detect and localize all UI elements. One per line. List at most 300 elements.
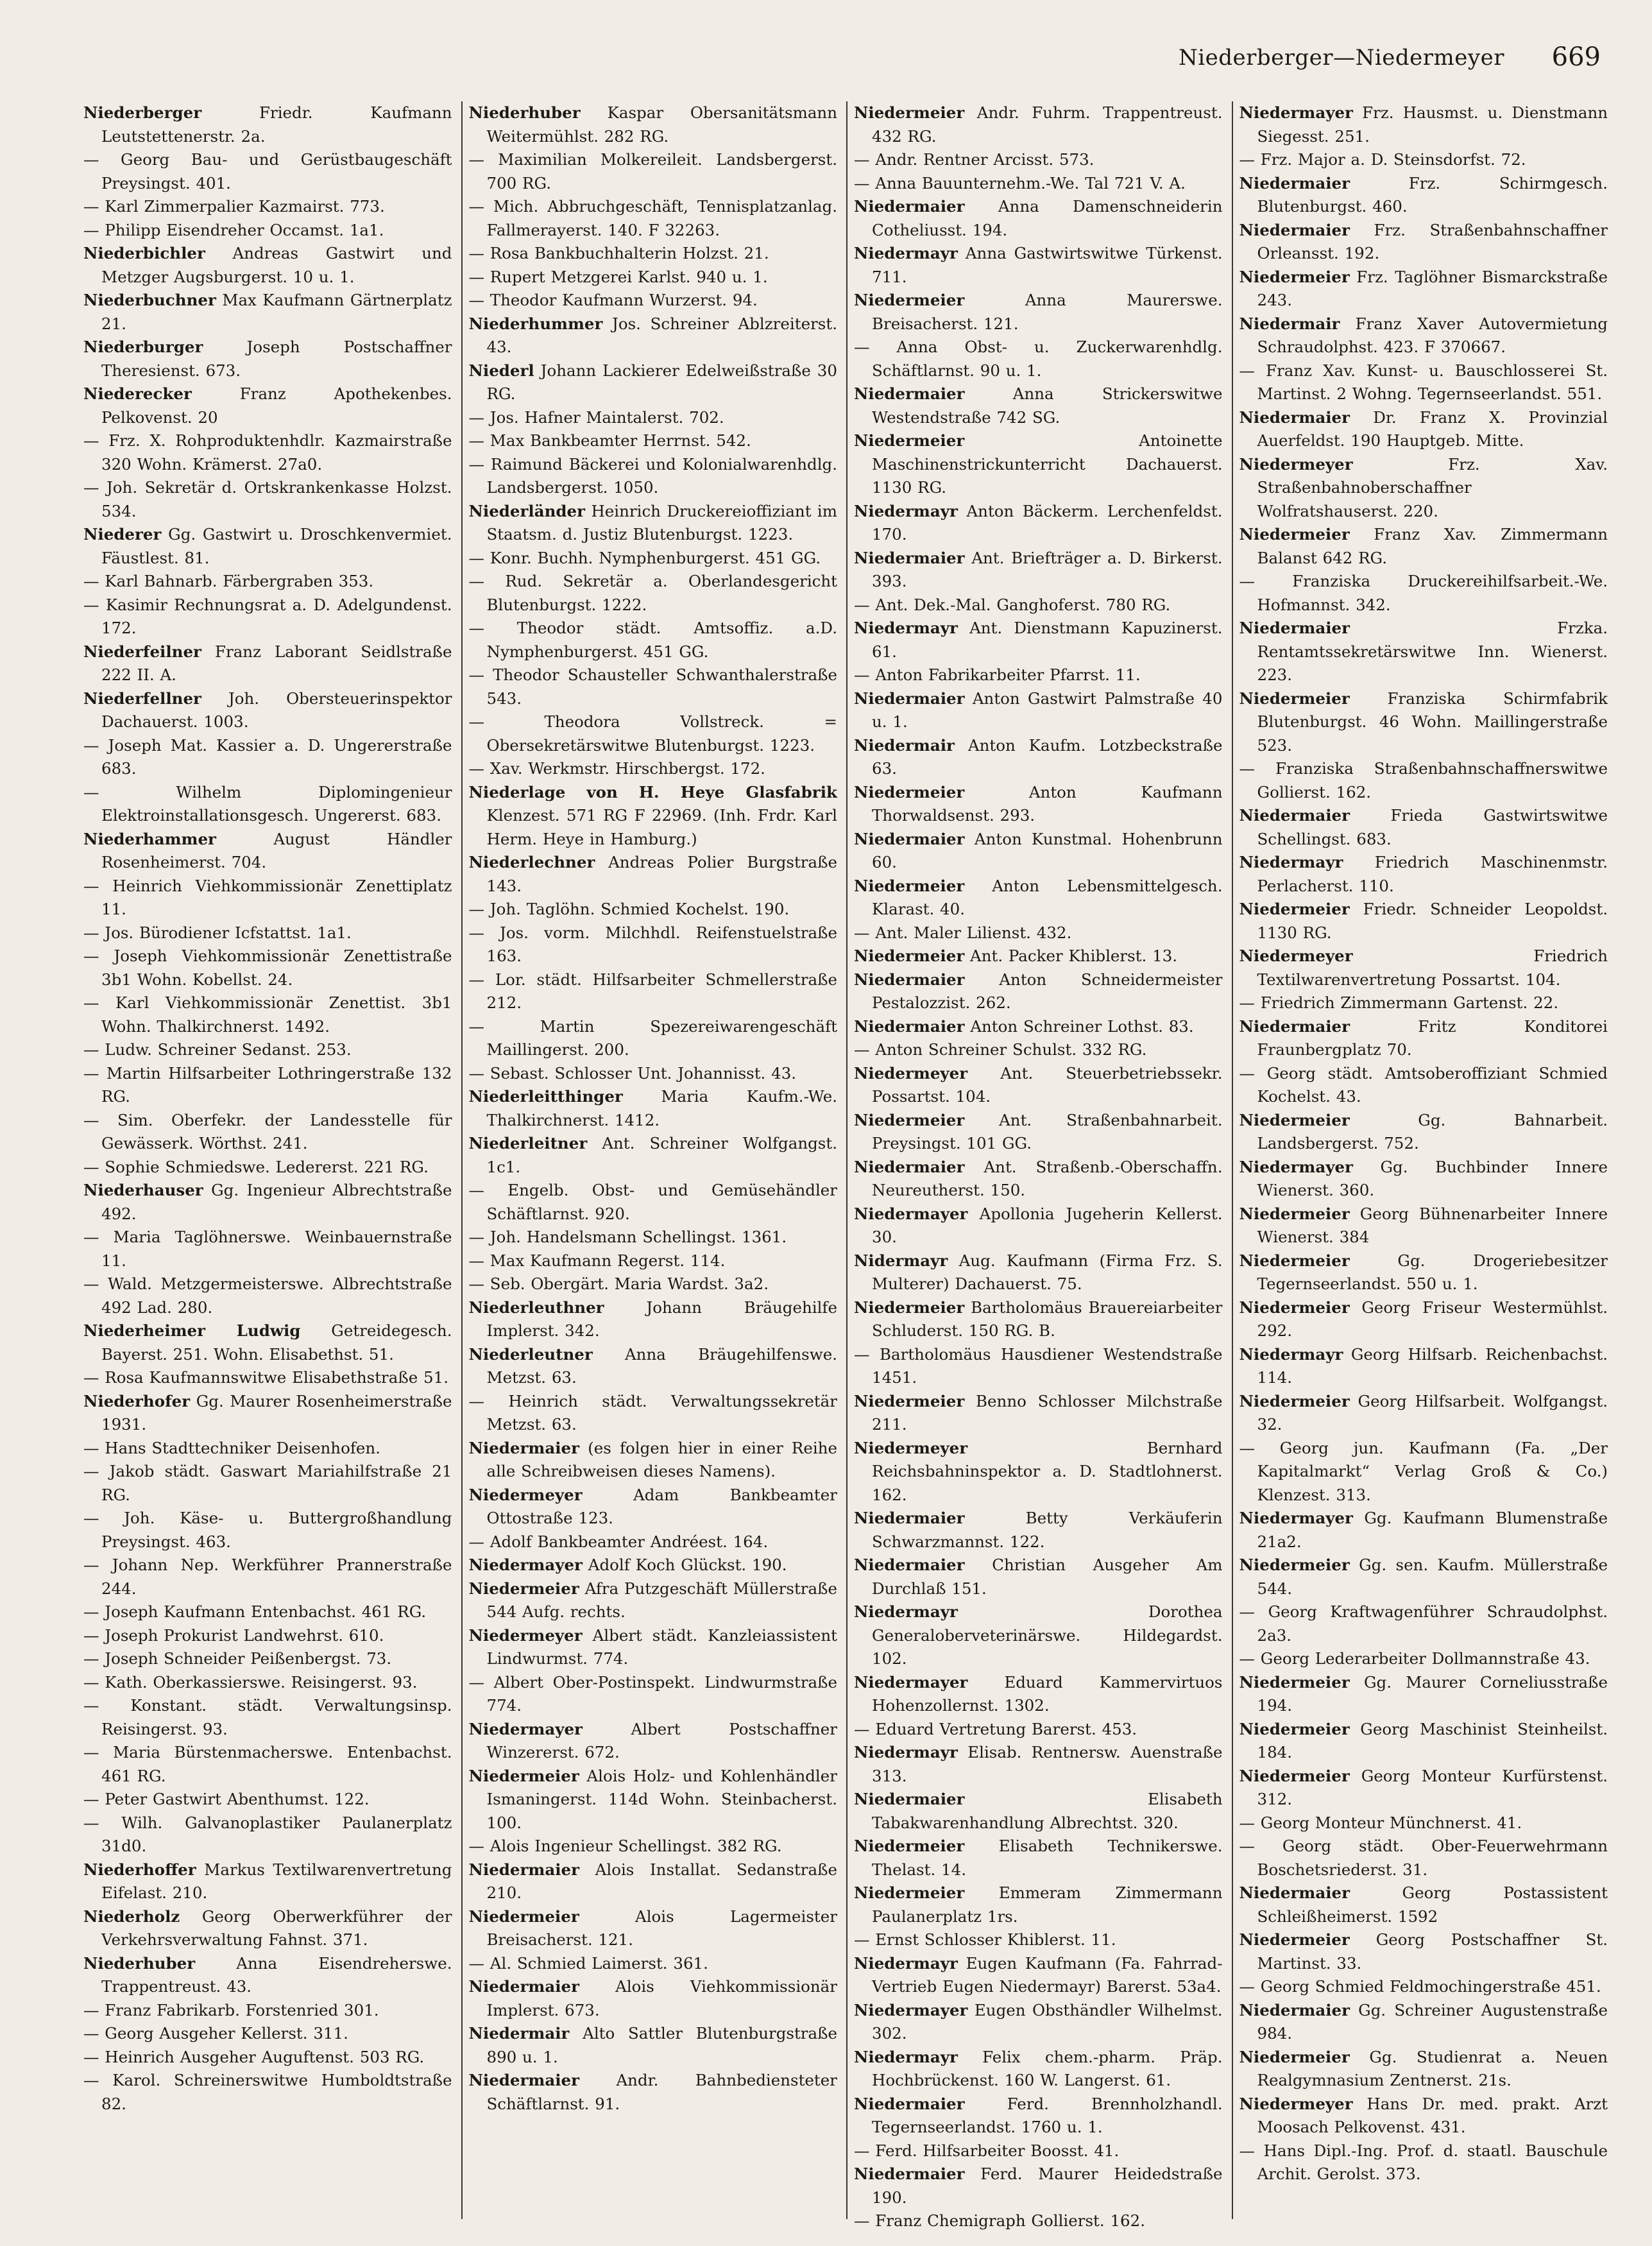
directory-entry	[854, 1507, 1223, 1554]
directory-entry	[83, 1999, 452, 2023]
directory-entry	[83, 289, 452, 336]
entry-surname: Niederleitner	[468, 1134, 588, 1153]
entry-surname: Niedermayer	[1239, 1157, 1353, 1176]
entry-surname: Niedermaier	[854, 2094, 965, 2113]
directory-entry	[854, 1718, 1223, 1742]
directory-entry	[854, 1249, 1223, 1296]
entry-text: — Franziska Druckereihilfsarbeit.-We. Hofmannst. 342.	[1239, 572, 1608, 614]
directory-entry	[469, 429, 838, 453]
entry-text: Felix chem.-pharm. Präp. Hochbrückenst. 160 W. Langerst. 61.	[872, 2047, 1223, 2089]
entry-text: Frz. Straßenbahnschaffner Orleansst. 192.	[1257, 220, 1608, 262]
directory-entry	[83, 2022, 452, 2046]
directory-entry	[1239, 898, 1608, 945]
entry-text: — Georg Ausgeher Kellerst. 311.	[83, 2024, 348, 2043]
directory-entry	[469, 1975, 838, 2022]
directory-entry	[83, 1694, 452, 1741]
directory-entry	[854, 172, 1223, 196]
directory-columns	[77, 101, 1617, 2230]
directory-entry	[83, 1062, 452, 1109]
entry-text: — Max Kaufmann Regerst. 114.	[468, 1251, 726, 1270]
entry-surname: Niedermaier	[854, 197, 965, 216]
directory-entry	[854, 101, 1223, 148]
entry-text: — Konr. Buchh. Nymphenburgerst. 451 GG.	[468, 548, 821, 567]
directory-entry	[469, 781, 838, 852]
directory-entry	[83, 1226, 452, 1273]
directory-entry	[1239, 406, 1608, 453]
directory-entry	[854, 617, 1223, 664]
entry-text: Christian Ausgeher Am Durchlaß 151.	[872, 1556, 1223, 1598]
entry-text: Gg. Maurer Corneliusstraße 194.	[1257, 1672, 1608, 1715]
directory-entry	[469, 101, 838, 148]
entry-surname: Niedermayer	[854, 1204, 968, 1223]
entry-surname: Niedermayr	[1239, 853, 1343, 871]
entry-text: Anna Maurerswe. Breisacherst. 121.	[872, 291, 1223, 333]
directory-entry	[1239, 1507, 1608, 1554]
entry-surname: Niedermaier	[1239, 220, 1350, 239]
directory-entry	[469, 1343, 838, 1390]
column-2	[461, 101, 847, 2219]
entry-text: Andreas Gastwirt und Metzger Augsburgerst. 10 u. 1.	[101, 244, 452, 286]
entry-surname: Niedermeier	[1239, 1766, 1350, 1785]
entry-text: — Konstant. städt. Verwaltungsinsp. Reisingerst. 93.	[83, 1696, 452, 1738]
entry-surname: Niederfellner	[83, 689, 201, 708]
directory-entry	[854, 875, 1223, 922]
entry-text: Frz. Schirmgesch. Blutenburgst. 460.	[1257, 173, 1608, 216]
entry-surname: Niedermayr	[854, 1602, 958, 1621]
entry-text: — Sebast. Schlosser Unt. Johannisst. 43.	[468, 1063, 797, 1083]
entry-text: — Ant. Dek.-Mal. Ganghoferst. 780 RG.	[854, 595, 1171, 614]
entry-text: — Jos. Bürodiener Icfstattst. 1a1.	[83, 923, 352, 942]
directory-entry	[1239, 1437, 1608, 1507]
directory-entry	[469, 547, 838, 570]
directory-entry	[854, 1928, 1223, 1952]
entry-surname: Niedermayer	[468, 1556, 583, 1574]
directory-entry	[1239, 266, 1608, 313]
directory-entry	[83, 1905, 452, 1952]
entry-text: Bernhard Reichsbahninspektor a. D. Stadtlohnerst. 162.	[872, 1438, 1223, 1504]
entry-surname: Niedermaier	[854, 384, 965, 403]
entry-surname: Niedermeier	[854, 1298, 965, 1317]
directory-entry	[854, 1952, 1223, 1999]
page-header	[96, 40, 1601, 78]
entry-surname: Niedermeyer	[468, 1625, 583, 1645]
directory-entry	[83, 1952, 452, 1999]
entry-text: Georg Oberwerkführer der Verkehrsverwaltung Fahnst. 371.	[101, 1907, 452, 1949]
directory-entry	[1239, 148, 1608, 172]
entry-surname: Niederholz	[83, 1907, 180, 1926]
entry-surname: Niederecker	[83, 384, 192, 403]
directory-entry	[83, 922, 452, 945]
directory-entry	[1239, 1203, 1608, 1249]
directory-entry	[83, 1109, 452, 1156]
directory-entry	[469, 968, 838, 1015]
directory-entry	[469, 1905, 838, 1952]
entry-text: Georg Postschaffner St. Martinst. 33.	[1257, 1930, 1608, 1973]
entry-text: — Eduard Vertretung Barerst. 453.	[854, 1719, 1137, 1738]
directory-entry	[469, 1062, 838, 1086]
entry-text: — Ernst Schlosser Khiblerst. 11.	[854, 1930, 1116, 1949]
directory-entry	[1239, 1015, 1608, 1062]
entry-text: — Peter Gastwirt Abenthumst. 122.	[83, 1790, 370, 1808]
entry-surname: Niedermeyer	[1239, 947, 1353, 965]
directory-entry	[854, 1156, 1223, 1203]
entry-text: Alois Holz- und Kohlenhändler Ismaningerst. 114d Wohn. Steinbacherst. 100.	[486, 1766, 837, 1832]
entry-text: Adam Bankbeamter Ottostraße 123.	[486, 1485, 837, 1527]
directory-entry	[1239, 1999, 1608, 2046]
entry-surname: Niedermeier	[854, 1883, 965, 1902]
entry-text: Frieda Gastwirtswitwe Schellingst. 683.	[1257, 806, 1608, 848]
entry-text: Friedrich Maschinenmstr. Perlacherst. 110.	[1257, 853, 1608, 895]
entry-text: Anna Strickerswitwe Westendstraße 742 SG.	[872, 384, 1223, 427]
entry-text: — Maria Taglöhnerswe. Weinbauernstraße 11.	[83, 1228, 452, 1270]
entry-surname: Niedermeyer	[468, 1485, 583, 1504]
entry-surname: Niederlage von H. Heye Glasfabrik	[468, 782, 837, 802]
directory-entry	[1239, 804, 1608, 851]
entry-surname: Niederhuber	[468, 103, 581, 122]
entry-surname: Niederhofer	[83, 1391, 191, 1410]
entry-surname: Niederfeilner	[83, 642, 201, 661]
entry-surname: Niedermayr	[1239, 1344, 1343, 1364]
entry-text: — Jos. Hafner Maintalerst. 702.	[468, 407, 724, 427]
entry-surname: Niedermayer	[468, 1719, 583, 1738]
entry-text: — Theodor Kaufmann Wurzerst. 94.	[468, 291, 758, 309]
entry-text: — Joseph Schneider Peißenbergst. 73.	[83, 1649, 392, 1668]
directory-entry	[854, 1882, 1223, 1928]
entry-text: Ant. Straßenb.-Oberschaffn. Neureutherst. 150.	[872, 1157, 1223, 1199]
directory-entry	[83, 1812, 452, 1858]
directory-entry	[83, 945, 452, 991]
entry-text: — Rud. Sekretär a. Oberlandesgericht Blutenburgst. 1222.	[468, 572, 837, 614]
directory-entry	[854, 336, 1223, 382]
directory-entry	[83, 336, 452, 382]
directory-entry	[854, 1038, 1223, 1062]
entry-text: Georg Monteur Kurfürstenst. 312.	[1257, 1766, 1608, 1808]
directory-entry	[83, 594, 452, 640]
entry-text: Friedr. Schneider Leopoldst. 1130 RG.	[1257, 900, 1608, 942]
directory-entry	[854, 547, 1223, 594]
entry-surname: Niedermaier	[854, 2165, 965, 2183]
directory-entry	[1239, 1835, 1608, 1882]
directory-entry	[83, 1647, 452, 1671]
directory-entry	[83, 476, 452, 523]
entry-surname: Niedermeier	[1239, 1298, 1350, 1317]
entry-surname: Niederleuthner	[468, 1298, 604, 1317]
entry-text: Betty Verkäuferin Schwarzmannst. 122.	[872, 1509, 1223, 1551]
entry-text: Anton Lebensmittelgesch. Klarast. 40.	[872, 876, 1223, 918]
directory-entry	[1239, 570, 1608, 617]
directory-entry	[469, 1085, 838, 1132]
entry-text: Ant. Straßenbahnarbeit. Preysingst. 101 GG.	[872, 1110, 1223, 1153]
entry-text: — Joh. Käse- u. Buttergroßhandlung Preysingst. 463.	[83, 1509, 452, 1551]
entry-text: — Franz Chemigraph Gollierst. 162.	[854, 2211, 1146, 2230]
directory-entry	[469, 2022, 838, 2069]
entry-surname: Niedermair	[1239, 314, 1340, 333]
directory-entry	[1239, 359, 1608, 406]
entry-text: Anna Eisendreherswe. Trappentreust. 43.	[101, 1953, 452, 1996]
entry-surname: Niederhoffer	[83, 1860, 196, 1879]
directory-entry	[1239, 1975, 1608, 1999]
entry-surname: Niedermeier	[854, 876, 965, 895]
entry-text: — Friedrich Zimmermann Gartenst. 22.	[1239, 993, 1559, 1012]
entry-text: — Theodor Schausteller Schwanthalerstraße 543.	[468, 665, 837, 708]
entry-text: Gg. Schreiner Augustenstraße 984.	[1257, 2000, 1608, 2043]
directory-entry	[854, 781, 1223, 828]
entry-text: Ferd. Maurer Heidedstraße 190.	[872, 2165, 1223, 2207]
entry-text: — Heinrich Ausgeher Auguftenst. 503 RG.	[83, 2047, 425, 2066]
directory-entry	[83, 101, 452, 148]
directory-entry	[854, 664, 1223, 687]
entry-text: Georg Postassistent Schleißheimerst. 1592	[1257, 1883, 1608, 1926]
entry-text: Gg. Ingenieur Albrechtstraße 492.	[101, 1181, 452, 1223]
directory-entry	[854, 922, 1223, 945]
entry-surname: Niedermair	[854, 735, 955, 755]
directory-entry	[1239, 991, 1608, 1015]
entry-surname: Niedermeier	[854, 1110, 965, 1129]
directory-entry	[469, 1226, 838, 1249]
entry-text: Gg. Maurer Rosenheimerstraße 1931.	[101, 1391, 452, 1434]
column-4	[1232, 101, 1617, 2219]
directory-entry	[854, 945, 1223, 968]
entry-text: — Rosa Kaufmannswitwe Elisabethstraße 51.	[83, 1368, 448, 1387]
directory-entry	[1239, 1600, 1608, 1647]
entry-text: Anton Schreiner Lothst. 83.	[970, 1016, 1194, 1036]
entry-surname: Niederburger	[83, 338, 203, 356]
directory-entry	[854, 1015, 1223, 1039]
directory-entry	[469, 1484, 838, 1530]
entry-text: Gg. Drogeriebesitzer Tegernseerlandst. 550 u. 1.	[1257, 1251, 1608, 1293]
directory-entry	[469, 313, 838, 359]
directory-entry	[469, 359, 838, 406]
directory-entry	[469, 1296, 838, 1343]
entry-surname: Niedermeier	[1239, 267, 1350, 286]
directory-entry	[469, 1015, 838, 1062]
entry-text: — Anton Schreiner Schulst. 332 RG.	[854, 1040, 1147, 1059]
entry-text: Friedr. Kaufmann Leutstettenerstr. 2a.	[101, 103, 452, 146]
entry-text: Anna Gastwirtswitwe Türkenst. 711.	[872, 244, 1223, 286]
entry-text: Franz Laborant Seidlstraße 222 II. A.	[101, 642, 452, 684]
entry-text: — Theodora Vollstreck. = Obersekretärswitwe Blutenburgst. 1223.	[468, 712, 837, 755]
directory-entry	[1239, 1765, 1608, 1812]
directory-entry	[469, 242, 838, 266]
directory-entry	[469, 851, 838, 898]
entry-text: — Mich. Abbruchgeschäft, Tennisplatzanlag. Fallmerayerst. 140. F 32263.	[468, 197, 837, 239]
directory-entry	[1239, 172, 1608, 219]
directory-entry	[83, 1554, 452, 1600]
entry-text: — Heinrich Viehkommissionär Zenettiplatz 11.	[83, 876, 452, 918]
entry-surname: Niedermaier	[854, 689, 965, 708]
entry-text: — Anna Obst- u. Zuckerwarenhdlg. Schäftlarnst. 90 u. 1.	[854, 338, 1223, 380]
directory-entry	[469, 617, 838, 664]
entry-text: — Ant. Maler Lilienst. 432.	[854, 923, 1072, 942]
directory-entry	[1239, 219, 1608, 266]
entry-text: — Andr. Rentner Arcisst. 573.	[854, 150, 1094, 169]
entry-surname: Niedermayr	[854, 244, 958, 262]
entry-text: Andr. Bahnbediensteter Schäftlarnst. 91.	[486, 2071, 837, 2113]
directory-entry	[469, 195, 838, 242]
entry-surname: Niedermeyer	[1239, 2094, 1353, 2113]
directory-entry	[854, 1296, 1223, 1343]
directory-entry	[83, 1319, 452, 1366]
entry-text: Max Kaufmann Gärtnerplatz 21.	[101, 291, 452, 333]
entry-surname: Niedermayr	[854, 2047, 958, 2066]
entry-text: — Maximilian Molkereileit. Landsbergerst. 700 RG.	[468, 150, 837, 193]
entry-text: Georg Bühnenarbeiter Innere Wienerst. 384	[1257, 1204, 1608, 1246]
directory-entry	[1239, 1390, 1608, 1437]
entry-text: Joh. Obersteuerinspektor Dachauerst. 1003.	[101, 689, 452, 731]
directory-entry	[854, 289, 1223, 336]
entry-text: Heinrich Druckereioffiziant im Staatsm. d. Justiz Blutenburgst. 1223.	[486, 501, 837, 544]
entry-text: Franz Xaver Autovermietung Schraudolphst. 423. F 370667.	[1257, 314, 1608, 356]
entry-surname: Niedermayer	[1239, 1509, 1353, 1527]
directory-entry	[83, 219, 452, 243]
entry-text: — Hans Stadttechniker Deisenhofen.	[83, 1438, 380, 1457]
entry-text: Dr. Franz X. Provinzial Auerfeldst. 190 Hauptgeb. Mitte.	[1257, 407, 1608, 450]
entry-surname: Niederhummer	[468, 314, 603, 333]
directory-entry	[1239, 1554, 1608, 1600]
entry-text: — Hans Dipl.-Ing. Prof. d. staatl. Bauschule Archit. Gerolst. 373.	[1239, 2141, 1608, 2183]
directory-entry	[83, 1437, 452, 1461]
entry-surname: Niedermeier	[1239, 1556, 1350, 1574]
directory-entry	[854, 968, 1223, 1015]
directory-entry	[854, 734, 1223, 781]
entry-text: — Georg Lederarbeiter Dollmannstraße 43.	[1239, 1649, 1590, 1668]
entry-surname: Niedermeier	[1239, 1672, 1350, 1692]
entry-text: Hans Dr. med. prakt. Arzt Moosach Pelkovenst. 431.	[1257, 2094, 1608, 2136]
directory-entry	[469, 710, 838, 757]
directory-entry	[469, 1132, 838, 1179]
entry-text: Frz. Taglöhner Bismarckstraße 243.	[1257, 267, 1608, 309]
entry-surname: Nidermayr	[854, 1251, 948, 1270]
directory-entry	[1239, 1671, 1608, 1718]
directory-entry	[854, 1835, 1223, 1882]
entry-text: Gg. Gastwirt u. Droschkenvermiet. Fäustlest. 81.	[101, 525, 452, 567]
directory-entry	[83, 148, 452, 195]
entry-surname: Niedermaier	[1239, 619, 1350, 637]
entry-text: Georg Friseur Westermühlst. 292.	[1257, 1298, 1608, 1340]
entry-text: — Franziska Straßenbahnschaffnerswitwe Gollierst. 162.	[1239, 759, 1608, 802]
entry-surname: Niedermayr	[854, 619, 958, 637]
directory-entry	[854, 1203, 1223, 1249]
directory-entry	[83, 1858, 452, 1905]
directory-entry	[854, 828, 1223, 875]
entry-surname: Niedermeier	[468, 1579, 579, 1598]
entry-text: — Jakob städt. Gaswart Mariahilfstraße 21 RG.	[83, 1462, 452, 1504]
entry-text: Ant. Dienstmann Kapuzinerst. 61.	[872, 619, 1223, 661]
entry-text: — Rosa Bankbuchhalterin Holzst. 21.	[468, 244, 769, 262]
entry-surname: Niedermeier	[854, 1837, 965, 1855]
entry-text: Adolf Koch Glückst. 190.	[588, 1556, 787, 1574]
entry-text: — Joh. Sekretär d. Ortskrankenkasse Holzst. 534.	[83, 478, 452, 520]
entry-text: Frz. Xav. Straßenbahnoberschaffner Wolfratshauserst. 220.	[1257, 454, 1608, 520]
entry-text: Gg. Buchbinder Innere Wienerst. 360.	[1257, 1157, 1608, 1199]
directory-entry	[1239, 523, 1608, 570]
directory-entry	[1239, 1249, 1608, 1296]
entry-surname: Niederleitthinger	[468, 1087, 623, 1106]
entry-text: Elisabeth Tabakwarenhandlung Albrechtst. 320.	[872, 1790, 1223, 1832]
entry-surname: Niedermeier	[468, 1766, 579, 1785]
entry-surname: Niederleutner	[468, 1344, 593, 1364]
entry-text: — Albert Ober-Postinspekt. Lindwurmstraße 774.	[468, 1672, 837, 1715]
directory-entry	[1239, 1156, 1608, 1203]
directory-entry	[469, 1530, 838, 1554]
directory-entry	[469, 1273, 838, 1296]
directory-entry	[854, 1437, 1223, 1507]
entry-text: Markus Textilwarenvertretung Eifelast. 210.	[101, 1860, 452, 1902]
entry-text: — Bartholomäus Hausdiener Westendstraße 1451.	[854, 1344, 1223, 1387]
directory-entry	[469, 1952, 838, 1976]
entry-text: — Kasimir Rechnungsrat a. D. Adelgundenst. 172.	[83, 595, 452, 637]
entry-text: Elisab. Rentnersw. Auenstraße 313.	[872, 1743, 1223, 1785]
entry-surname: Niedermaier	[854, 1556, 965, 1574]
entry-surname: Niedermeier	[1239, 900, 1350, 918]
entry-text: — Georg Schmied Feldmochingerstraße 451.	[1239, 1977, 1601, 1996]
entry-surname: Niedermeyer	[1239, 454, 1353, 474]
entry-surname: Niedermeyer	[854, 1438, 968, 1457]
directory-entry	[1239, 2046, 1608, 2093]
directory-entry	[1239, 1928, 1608, 1975]
directory-entry	[83, 687, 452, 734]
entry-text: — Karol. Schreinerswitwe Humboldtstraße 82.	[83, 2071, 452, 2113]
entry-surname: Niederheimer Ludwig	[83, 1321, 301, 1340]
entry-text: Anton Kaufm. Lotzbeckstraße 63.	[872, 735, 1223, 778]
entry-text: Gg. Kaufmann Blumenstraße 21a2.	[1257, 1509, 1608, 1551]
entry-text: — Rupert Metzgerei Karlst. 940 u. 1.	[468, 267, 768, 286]
directory-entry	[83, 1741, 452, 1788]
entry-text: — Philipp Eisendreher Occamst. 1a1.	[83, 220, 384, 239]
entry-surname: Niedermaier	[468, 1860, 580, 1879]
entry-surname: Niedermeier	[854, 103, 965, 122]
directory-entry	[83, 1507, 452, 1554]
entry-text: Gg. Studienrat a. Neuen Realgymnasium Zentnerst. 21s.	[1257, 2047, 1608, 2089]
entry-surname: Niedermaier	[854, 548, 965, 567]
entry-text: August Händler Rosenheimerst. 704.	[101, 829, 452, 871]
directory-entry	[1239, 757, 1608, 804]
directory-entry	[1239, 1718, 1608, 1765]
entry-text: Anna Bräugehilfenswe. Metzst. 63.	[486, 1344, 837, 1387]
entry-text: Friedrich Textilwarenvertretung Possartst. 104.	[1257, 947, 1608, 989]
directory-entry	[83, 1179, 452, 1226]
directory-entry	[83, 991, 452, 1038]
entry-surname: Niedermayer	[1239, 103, 1353, 122]
entry-text: — Georg Monteur Münchnerst. 41.	[1239, 1813, 1522, 1832]
directory-entry	[469, 1437, 838, 1484]
directory-entry	[469, 1554, 838, 1577]
entry-surname: Niedermeier	[1239, 1110, 1350, 1129]
entry-text: — Al. Schmied Laimerst. 361.	[468, 1953, 708, 1973]
directory-entry	[854, 687, 1223, 734]
entry-surname: Niedermayr	[854, 1953, 958, 1973]
directory-entry	[1239, 1882, 1608, 1928]
entry-text: — Joseph Viehkommissionär Zenettistraße 3b1 Wohn. Kobellst. 24.	[83, 947, 452, 989]
directory-entry	[469, 266, 838, 289]
entry-surname: Niedermeier	[1239, 689, 1350, 708]
entry-text: Franz Xav. Zimmermann Balanst 642 RG.	[1257, 525, 1608, 567]
entry-text: — Joh. Handelsmann Schellingst. 1361.	[468, 1228, 787, 1246]
entry-text: Anton Kaufmann Thorwaldsenst. 293.	[872, 782, 1223, 825]
entry-surname: Niederl	[468, 361, 534, 380]
directory-entry	[1239, 313, 1608, 359]
directory-entry	[469, 570, 838, 617]
entry-surname: Niedermayr	[854, 1743, 958, 1762]
directory-entry	[469, 757, 838, 781]
entry-surname: Niederhauser	[83, 1181, 203, 1199]
directory-entry	[83, 382, 452, 429]
directory-entry	[854, 2163, 1223, 2209]
directory-entry	[469, 1624, 838, 1671]
entry-text: Ant. Briefträger a. D. Birkerst. 393.	[872, 548, 1223, 590]
entry-text: Antoinette Maschinenstrickunterricht Dachauerst. 1130 RG.	[872, 431, 1223, 497]
entry-surname: Niedermaier	[1239, 2000, 1350, 2019]
